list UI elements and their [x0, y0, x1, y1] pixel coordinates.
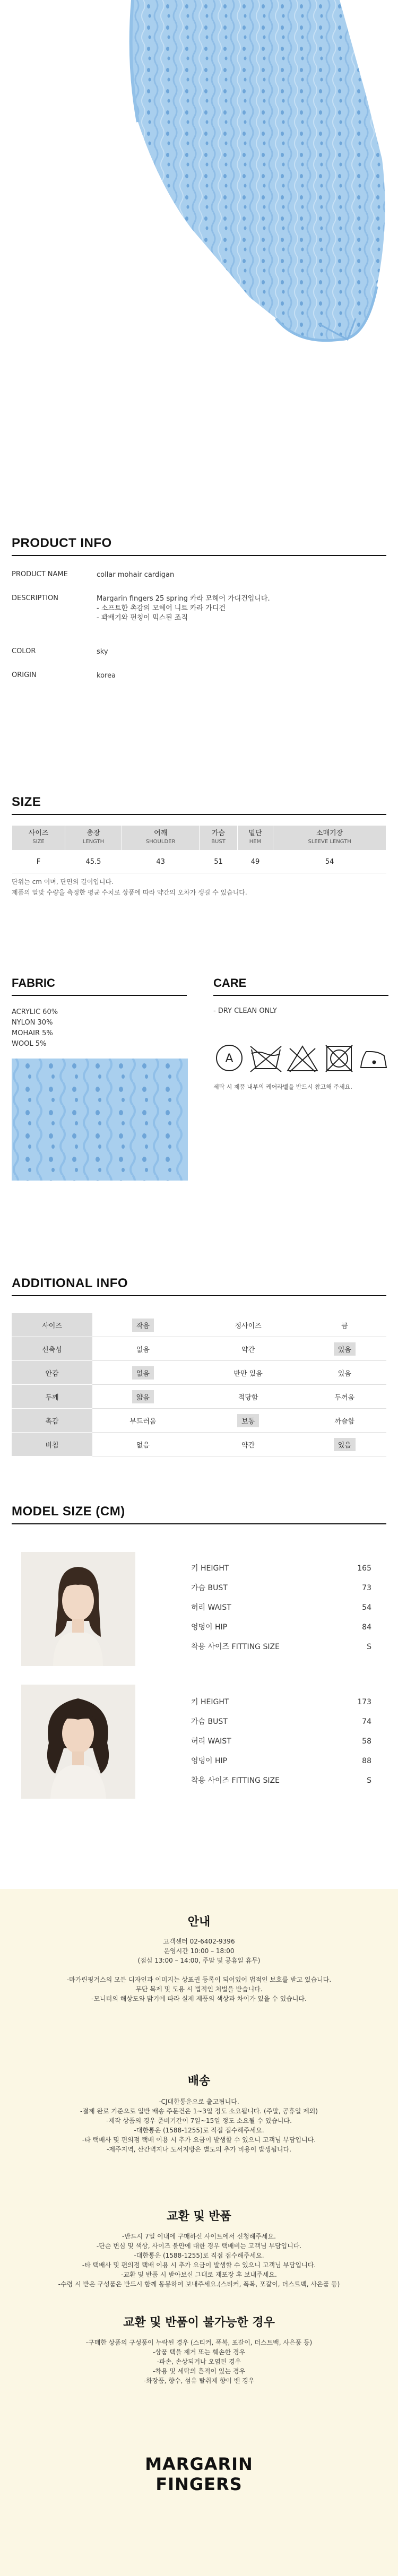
- additional-cell: 까슬함: [303, 1409, 386, 1433]
- additional-info-table: [12, 1313, 386, 1456]
- size-header-length: 총장 LENGTH: [65, 826, 122, 851]
- size-header-sleeve: 소매기장 SLEEVE LENGTH: [273, 826, 386, 851]
- care-icons: [213, 1040, 388, 1077]
- model-2-measurements: [191, 1693, 371, 1791]
- return-title: 교환 및 반품: [167, 2210, 231, 2223]
- additional-row-stretch: [12, 1337, 386, 1361]
- dry-clean-a-icon: [217, 1045, 242, 1071]
- model-1-measurements: [191, 1559, 371, 1657]
- additional-info-rule: [12, 1295, 386, 1296]
- size-header-row: [12, 826, 386, 851]
- additional-cell: 작음: [92, 1313, 194, 1337]
- additional-cell: 보통: [194, 1409, 303, 1433]
- additional-cell: 있음: [303, 1433, 386, 1456]
- additional-cell: 약간: [194, 1433, 303, 1456]
- model-row: 엉덩이 HIP 88: [191, 1757, 371, 1765]
- brand-logo: MARGARIN FINGERS: [145, 2454, 253, 2494]
- additional-cell: 정사이즈: [194, 1313, 303, 1337]
- fabric-rule: [12, 995, 187, 996]
- size-title: SIZE: [12, 795, 41, 809]
- size-rule: [12, 814, 386, 815]
- no-tumble-dry-icon: [326, 1045, 352, 1072]
- model-size-rule: [12, 1523, 386, 1524]
- model-row: 엉덩이 HIP 84: [191, 1623, 371, 1632]
- additional-label: 비침: [12, 1433, 92, 1456]
- additional-row-size: [12, 1313, 386, 1337]
- fabric-item: ACRYLIC 60%: [12, 1008, 58, 1016]
- size-header-bust: 가슴 BUST: [200, 826, 237, 851]
- iron-low-icon: [361, 1052, 386, 1068]
- product-info-rule: [12, 555, 386, 556]
- additional-info-title: ADDITIONAL INFO: [12, 1276, 128, 1290]
- care-title: CARE: [213, 976, 247, 990]
- info-value: sky: [97, 648, 108, 656]
- size-table: [12, 825, 386, 873]
- additional-cell: 부드러움: [92, 1409, 194, 1433]
- size-cell: 45.5: [65, 851, 122, 873]
- additional-row-sheer: [12, 1433, 386, 1456]
- info-value: collar mohair cardigan: [97, 571, 175, 579]
- fabric-list: [12, 1007, 58, 1050]
- model-row: 가슴 BUST 74: [191, 1718, 371, 1726]
- delivery-title: 배송: [187, 2075, 211, 2088]
- additional-row-lining: [12, 1361, 386, 1385]
- no-return-lines: -구매한 상품의 구성품이 누락된 경우 (스티커, 폭복, 포갈이, 더스트백, 사은품 등) -상품 택을 제거 또는 훼손한 경우 -파손, 손상되거나 오염된 경우 -착용 및 세탁의 흔적이 있는 경우 -화장품, 향수, 섬유 탈취제 향이 밴 경우: [85, 2339, 313, 2384]
- model-row: 허리 WAIST 58: [191, 1737, 371, 1746]
- model-row: 허리 WAIST 54: [191, 1603, 371, 1612]
- additional-cell: 없음: [92, 1337, 194, 1361]
- size-cell: 43: [122, 851, 199, 873]
- return-lines: -반드시 7일 이내에 구매하신 사이트에서 신청해주세요. -단순 변심 및 색상, 사이즈 불만에 대한 경우 택배비는 고객님 부담입니다. -대한통운 (1588-1255)로 직접 접수해주세요. -타 택배사 및 편의점 택배 이용 시 추가 요금이 발생할 수 있으니 고객님 부담입니다. -교환 및 반품 시 받아보신 그대로 재포장 후 보내주세요. -수령 시 받은 구성품은 반드시 함께 동봉하여 보내주세요.(스티커, 폭복, 포갈이, 더스트백, 사은품 등): [58, 2233, 340, 2288]
- no-return-title: 교환 및 반품이 불가능한 경우: [123, 2316, 275, 2329]
- model-row: 착용 사이즈 FITTING SIZE S: [191, 1776, 371, 1785]
- fabric-item: MOHAIR 5%: [12, 1029, 53, 1037]
- additional-row-thickness: [12, 1385, 386, 1409]
- size-cell: F: [12, 851, 65, 873]
- additional-row-touch: [12, 1409, 386, 1433]
- size-cell: 54: [273, 851, 386, 873]
- model-row: 키 HEIGHT 173: [191, 1698, 371, 1706]
- info-value: Margarin fingers 25 spring 카라 모헤어 가디건입니다. - 소프트한 촉감의 모헤어 니트 카라 가디건 - 꽈배기와 펀칭이 믹스된 조직: [97, 595, 270, 622]
- additional-label: 사이즈: [12, 1313, 92, 1337]
- model-row: 착용 사이즈 FITTING SIZE S: [191, 1643, 371, 1651]
- info-key: COLOR: [12, 647, 36, 655]
- size-note: 단위는 cm 이며, 단면의 길이입니다. 제품의 알맞 수량을 측정한 평균 수치로 상품에 따라 약간의 오차가 생길 수 있습니다.: [12, 878, 247, 896]
- additional-label: 신축성: [12, 1337, 92, 1361]
- additional-label: 촉감: [12, 1409, 92, 1433]
- size-header-size: 사이즈 SIZE: [12, 826, 65, 851]
- additional-label: 안감: [12, 1361, 92, 1385]
- info-key: ORIGIN: [12, 671, 37, 679]
- fabric-item: WOOL 5%: [12, 1040, 47, 1048]
- size-header-shoulder: 어깨 SHOULDER: [122, 826, 199, 851]
- additional-cell: 적당함: [194, 1385, 303, 1409]
- product-photo: [0, 0, 398, 504]
- model-photo-1: [21, 1552, 135, 1666]
- svg-text:A: A: [225, 1052, 233, 1065]
- size-header-hem: 밑단 HEM: [237, 826, 273, 851]
- size-data-row: [12, 851, 386, 873]
- info-value: korea: [97, 672, 116, 680]
- fabric-title: FABRIC: [12, 976, 55, 990]
- model-row: 키 HEIGHT 165: [191, 1564, 371, 1573]
- additional-cell: 약간: [194, 1337, 303, 1361]
- additional-cell: 반만 있음: [194, 1361, 303, 1385]
- delivery-lines: -CJ대한통운으로 출고됩니다. -결제 완료 기준으로 일반 배송 주문건은 1~3일 정도 소요됩니다. (주말, 공휴일 제외) -제작 상품의 경우 준비기간이 7일~15일 정도 소요될 수 있습니다. -대한통운 (1588-1255)로 직접 접수해주세요. -타 택배사 및 편의점 택배 이용 시 추가 요금이 발생할 수 있으니 고객님 부담입니다. -제주지역, 산간벽지나 도서지방은 별도의 추가 비용이 발생됩니다.: [80, 2098, 318, 2153]
- additional-cell: 있음: [303, 1361, 386, 1385]
- care-text: - DRY CLEAN ONLY: [213, 1007, 277, 1015]
- guide-title: 안내: [187, 1915, 211, 1929]
- size-cell: 51: [200, 851, 237, 873]
- additional-cell: 있음: [303, 1337, 386, 1361]
- additional-label: 두께: [12, 1385, 92, 1409]
- additional-cell: 두꺼움: [303, 1385, 386, 1409]
- info-key: DESCRIPTION: [12, 594, 58, 602]
- info-key: PRODUCT NAME: [12, 570, 68, 578]
- additional-cell: 얇음: [92, 1385, 194, 1409]
- no-bleach-icon: [288, 1046, 317, 1072]
- model-size-title: MODEL SIZE (CM): [12, 1504, 125, 1519]
- model-row: 가슴 BUST 73: [191, 1584, 371, 1592]
- care-rule: [213, 995, 388, 996]
- product-info-title: PRODUCT INFO: [12, 536, 112, 550]
- additional-cell: 없음: [92, 1361, 194, 1385]
- care-note: 세탁 시 제품 내부의 케어라벨을 반드시 참고해 주세요.: [213, 1083, 352, 1090]
- fabric-item: NYLON 30%: [12, 1019, 53, 1027]
- additional-cell: 없음: [92, 1433, 194, 1456]
- additional-cell: 큼: [303, 1313, 386, 1337]
- model-photo-2: [21, 1685, 135, 1799]
- hand-wash-prohibited-icon: [250, 1046, 281, 1072]
- fabric-swatch-photo: [12, 1059, 188, 1181]
- guide-lines: 고객센터 02-6402-9396 운영시간 10:00 – 18:00 (점심 13:00 – 14:00, 주말 및 공휴일 휴무) -마가린핑거스의 모든 디자인과 이미지는 상표권 등록이 되어있어 법적인 보호를 받고 있습니다. 무단 복제 및 도용 시 법적인 처벌을 받습니다. -모니터의 해상도와 밝기에 따라 실제 제품의 색상과 차이가 있을 수 있습니다.: [66, 1938, 332, 2002]
- size-cell: 49: [237, 851, 273, 873]
